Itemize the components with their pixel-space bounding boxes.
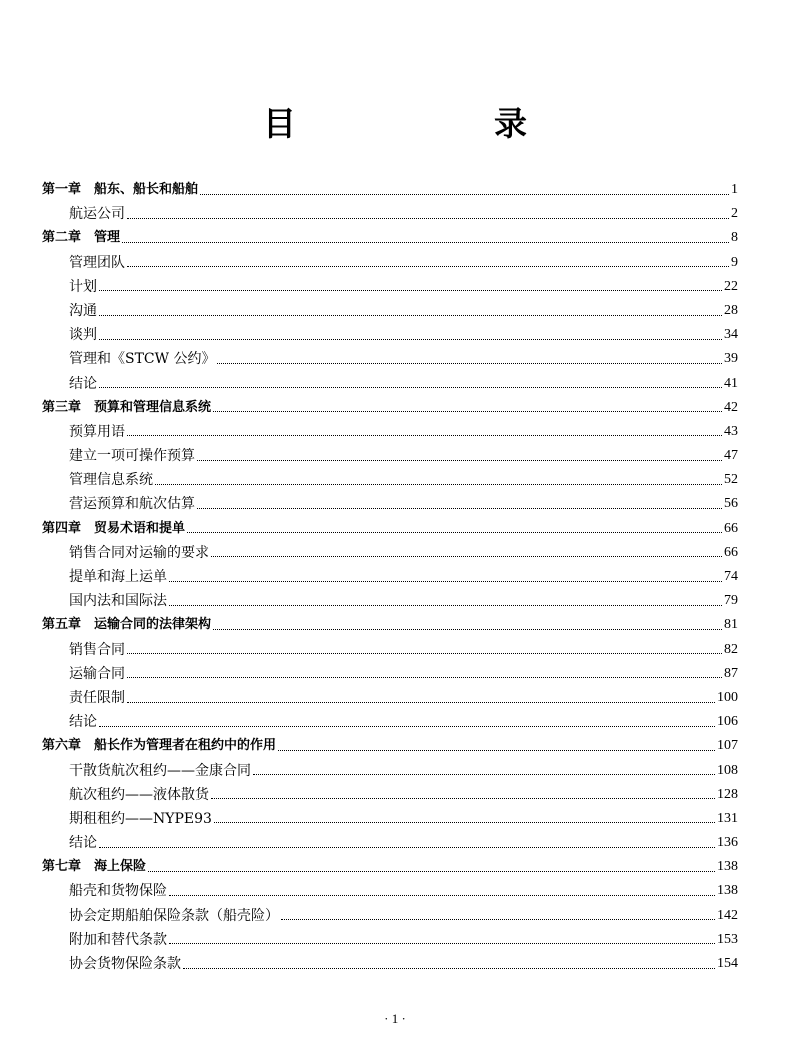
toc-entry-page-number: 43 bbox=[724, 423, 738, 439]
toc-dot-leader bbox=[99, 847, 715, 848]
table-of-contents bbox=[0, 178, 790, 976]
toc-entry-page-number: 22 bbox=[724, 278, 738, 294]
toc-entry-page-number: 79 bbox=[724, 593, 738, 609]
toc-dot-leader bbox=[197, 460, 722, 461]
toc-entry-label: 管理团队 bbox=[69, 254, 125, 271]
toc-entry-page-number: 74 bbox=[724, 569, 738, 584]
toc-entry-label: 航次租约——液体散货 bbox=[69, 786, 209, 803]
toc-entry-page-number: 56 bbox=[724, 496, 738, 512]
toc-section-entry[interactable] bbox=[0, 928, 738, 952]
toc-dot-leader bbox=[217, 363, 722, 364]
toc-section-entry[interactable] bbox=[0, 541, 738, 565]
toc-dot-leader bbox=[169, 581, 722, 582]
toc-entry-page-number: 100 bbox=[717, 689, 738, 705]
toc-section-entry[interactable] bbox=[0, 492, 738, 516]
toc-section-entry[interactable] bbox=[0, 444, 738, 468]
toc-section-entry[interactable] bbox=[0, 831, 738, 855]
toc-entry-label: 管理和《STCW 公约》 bbox=[69, 351, 216, 368]
toc-entry-page-number: 81 bbox=[724, 617, 738, 633]
toc-entry-label: 责任限制 bbox=[69, 689, 125, 706]
toc-dot-leader bbox=[127, 266, 729, 267]
toc-dot-leader bbox=[99, 726, 715, 727]
toc-section-entry[interactable] bbox=[0, 323, 738, 347]
toc-dot-leader bbox=[200, 194, 729, 195]
toc-entry-page-number: 142 bbox=[717, 907, 738, 923]
toc-section-entry[interactable] bbox=[0, 565, 738, 589]
toc-entry-page-number: 2 bbox=[731, 206, 738, 222]
toc-entry-label: 第四章 贸易术语和提单 bbox=[42, 520, 186, 536]
toc-entry-label: 管理信息系统 bbox=[69, 472, 153, 489]
toc-entry-page-number: 52 bbox=[724, 472, 738, 488]
toc-dot-leader bbox=[278, 750, 715, 751]
toc-section-entry[interactable] bbox=[0, 372, 738, 396]
toc-dot-leader bbox=[99, 315, 722, 316]
toc-entry-label: 第七章 海上保险 bbox=[42, 859, 147, 875]
toc-entry-page-number: 138 bbox=[717, 859, 738, 875]
toc-dot-leader bbox=[148, 871, 715, 872]
toc-chapter-entry[interactable] bbox=[0, 517, 738, 541]
toc-entry-label: 船壳和货物保险 bbox=[69, 883, 167, 900]
toc-entry-label: 运输合同 bbox=[69, 665, 125, 682]
toc-dot-leader bbox=[253, 774, 715, 775]
toc-section-entry[interactable] bbox=[0, 904, 738, 928]
toc-entry-page-number: 82 bbox=[724, 641, 738, 657]
toc-section-entry[interactable] bbox=[0, 952, 738, 976]
toc-entry-label: 谈判 bbox=[69, 327, 97, 344]
toc-entry-page-number: 128 bbox=[717, 786, 738, 802]
toc-entry-label: 第一章 船东、船长和船舶 bbox=[42, 182, 199, 197]
toc-dot-leader bbox=[211, 556, 722, 557]
toc-chapter-entry[interactable] bbox=[0, 226, 738, 250]
toc-entry-label: 结论 bbox=[69, 835, 97, 852]
toc-entry-label: 计划 bbox=[69, 278, 97, 295]
toc-section-entry[interactable] bbox=[0, 275, 738, 299]
toc-entry-page-number: 39 bbox=[724, 351, 738, 367]
toc-entry-label: 第二章 管理 bbox=[42, 230, 121, 246]
toc-entry-page-number: 138 bbox=[717, 883, 738, 899]
toc-dot-leader bbox=[169, 895, 715, 896]
toc-section-entry[interactable] bbox=[0, 638, 738, 662]
toc-entry-label: 沟通 bbox=[69, 302, 97, 319]
toc-dot-leader bbox=[197, 508, 722, 509]
toc-entry-page-number: 136 bbox=[717, 835, 738, 851]
toc-chapter-entry[interactable] bbox=[0, 613, 738, 637]
toc-dot-leader bbox=[281, 919, 715, 920]
toc-chapter-entry[interactable] bbox=[0, 396, 738, 420]
toc-section-entry[interactable] bbox=[0, 783, 738, 807]
toc-entry-label: 第六章 船长作为管理者在租约中的作用 bbox=[42, 738, 277, 754]
footer-page-number: · 1 · bbox=[384, 1011, 406, 1026]
toc-dot-leader bbox=[127, 677, 722, 678]
toc-entry-page-number: 28 bbox=[724, 302, 738, 318]
toc-dot-leader bbox=[127, 653, 722, 654]
toc-entry-page-number: 87 bbox=[724, 665, 738, 681]
toc-dot-leader bbox=[127, 218, 729, 219]
toc-dot-leader bbox=[122, 242, 729, 243]
toc-entry-label: 提单和海上运单 bbox=[69, 569, 167, 585]
toc-section-entry[interactable] bbox=[0, 202, 738, 226]
toc-entry-label: 国内法和国际法 bbox=[69, 593, 167, 610]
toc-dot-leader bbox=[183, 968, 715, 969]
toc-entry-label: 附加和替代条款 bbox=[69, 931, 167, 948]
toc-section-entry[interactable] bbox=[0, 251, 738, 275]
toc-entry-page-number: 108 bbox=[717, 762, 738, 778]
toc-entry-label: 销售合同对运输的要求 bbox=[69, 544, 209, 561]
toc-dot-leader bbox=[214, 822, 715, 823]
toc-entry-page-number: 9 bbox=[731, 254, 738, 270]
toc-dot-leader bbox=[127, 702, 715, 703]
toc-chapter-entry[interactable] bbox=[0, 178, 738, 202]
toc-entry-page-number: 66 bbox=[724, 544, 738, 560]
toc-entry-label: 第三章 预算和管理信息系统 bbox=[42, 399, 212, 415]
toc-entry-page-number: 41 bbox=[724, 375, 738, 391]
toc-entry-label: 干散货航次租约——金康合同 bbox=[69, 762, 251, 779]
toc-section-entry[interactable] bbox=[0, 347, 738, 371]
toc-entry-page-number: 153 bbox=[717, 931, 738, 947]
toc-dot-leader bbox=[213, 411, 722, 412]
toc-entry-page-number: 34 bbox=[724, 327, 738, 343]
toc-chapter-entry[interactable] bbox=[0, 734, 738, 758]
toc-entry-page-number: 106 bbox=[717, 714, 738, 730]
page-title: 目 录 bbox=[263, 104, 571, 143]
toc-dot-leader bbox=[169, 605, 722, 606]
toc-section-entry[interactable] bbox=[0, 807, 738, 831]
toc-section-entry[interactable] bbox=[0, 662, 738, 686]
toc-section-entry[interactable] bbox=[0, 710, 738, 734]
toc-entry-page-number: 107 bbox=[717, 738, 738, 754]
toc-entry-label: 营运预算和航次估算 bbox=[69, 496, 195, 513]
toc-dot-leader bbox=[127, 435, 722, 436]
toc-section-entry[interactable] bbox=[0, 468, 738, 492]
toc-entry-page-number: 154 bbox=[717, 956, 738, 971]
toc-entry-label: 第五章 运输合同的法律架构 bbox=[42, 617, 212, 633]
toc-dot-leader bbox=[99, 387, 722, 388]
toc-entry-label: 建立一项可操作预算 bbox=[69, 448, 195, 465]
toc-dot-leader bbox=[213, 629, 722, 630]
toc-section-entry[interactable] bbox=[0, 759, 738, 783]
toc-entry-page-number: 8 bbox=[731, 230, 738, 246]
toc-entry-label: 期租租约——NYPE93 bbox=[69, 810, 212, 827]
toc-section-entry[interactable] bbox=[0, 879, 738, 903]
toc-dot-leader bbox=[155, 484, 722, 485]
toc-entry-label: 结论 bbox=[69, 714, 97, 731]
toc-entry-page-number: 1 bbox=[731, 182, 738, 197]
toc-dot-leader bbox=[169, 943, 715, 944]
toc-entry-page-number: 42 bbox=[724, 399, 738, 415]
toc-dot-leader bbox=[99, 290, 722, 291]
toc-entry-label: 航运公司 bbox=[69, 206, 125, 223]
toc-entry-page-number: 47 bbox=[724, 448, 738, 464]
toc-section-entry[interactable] bbox=[0, 686, 738, 710]
toc-section-entry[interactable] bbox=[0, 420, 738, 444]
toc-entry-page-number: 131 bbox=[717, 810, 738, 826]
toc-entry-label: 协会定期船舶保险条款（船壳险） bbox=[69, 907, 279, 924]
toc-section-entry[interactable] bbox=[0, 589, 738, 613]
toc-entry-page-number: 66 bbox=[724, 520, 738, 536]
toc-entry-label: 协会货物保险条款 bbox=[69, 956, 181, 972]
toc-entry-label: 销售合同 bbox=[69, 641, 125, 658]
toc-section-entry[interactable] bbox=[0, 299, 738, 323]
toc-entry-label: 预算用语 bbox=[69, 423, 125, 440]
toc-dot-leader bbox=[211, 798, 715, 799]
toc-entry-label: 结论 bbox=[69, 375, 97, 392]
toc-chapter-entry[interactable] bbox=[0, 855, 738, 879]
toc-dot-leader bbox=[99, 339, 722, 340]
toc-dot-leader bbox=[187, 532, 722, 533]
